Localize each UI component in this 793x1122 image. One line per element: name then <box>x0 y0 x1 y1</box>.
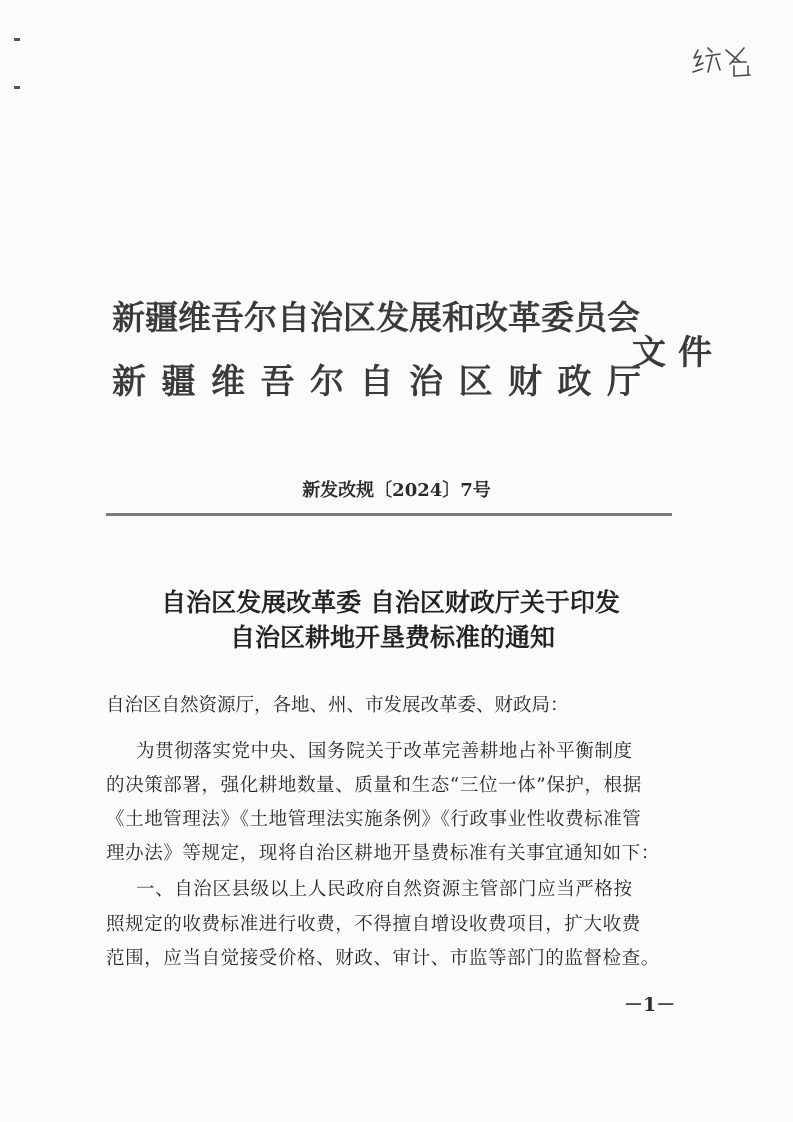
body-line: 一、自治区县级以上人民政府自然资源主管部门应当严格按 <box>136 879 633 900</box>
header-divider <box>106 513 672 516</box>
scan-margin-mark <box>14 38 20 41</box>
body-line: 的决策部署，强化耕地数量、质量和生态“三位一体”保护，根据 <box>106 775 642 796</box>
body-line: 《土地管理法》《土地管理法实施条例》《行政事业性收费标准管 <box>106 809 642 830</box>
salutation: 自治区自然资源厅，各地、州、市发展改革委、财政局： <box>106 695 569 716</box>
document-type-label: 文件 <box>632 333 724 373</box>
issuer-header <box>112 292 732 422</box>
issuer-name-development-reform: 新疆维吾尔自治区发展和改革委员会 <box>112 298 640 337</box>
body-line: 范围，应当自觉接受价格、财政、审计、市监等部门的监督检查。 <box>106 948 660 969</box>
document-number: 新发改规〔2024〕7号 <box>302 480 491 501</box>
scan-margin-mark <box>14 86 20 89</box>
handwritten-note-icon <box>690 42 760 82</box>
issuer-name-finance: 新疆维吾尔自治区财政厅 <box>112 362 657 402</box>
body-line: 照规定的收费标准进行收费，不得擅自增设收费项目，扩大收费 <box>106 914 641 935</box>
document-title-line-1: 自治区发展改革委 自治区财政厅关于印发 <box>161 588 620 617</box>
body-line: 为贯彻落实党中央、国务院关于改革完善耕地占补平衡制度 <box>136 741 633 762</box>
document-title-line-2: 自治区耕地开垦费标准的通知 <box>229 623 555 652</box>
page-number: －1－ <box>624 994 676 1016</box>
body-line: 理办法》等规定，现将自治区耕地开垦费标准有关事宜通知如下： <box>106 843 660 864</box>
